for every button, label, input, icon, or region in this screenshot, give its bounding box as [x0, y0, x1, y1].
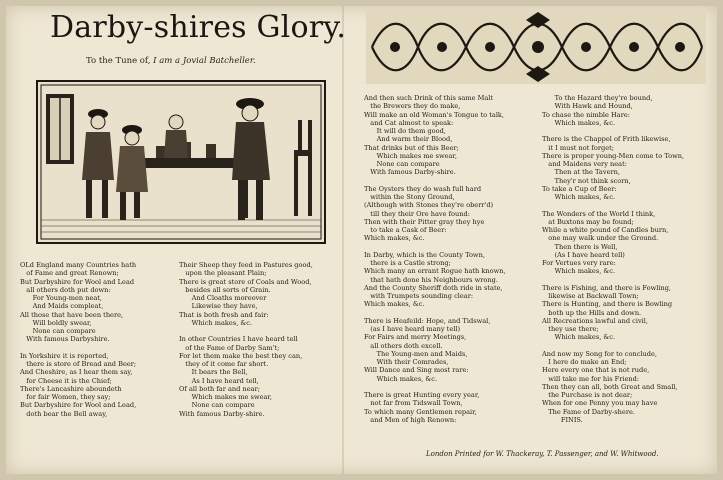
verse-line: That is both fresh and fair: [179, 310, 269, 319]
verse-line: For let them make the best they can, [179, 351, 303, 360]
printer-imprint: London Printed for W. Thackeray, T. Passenger, and W. Whitwood. [426, 450, 659, 458]
verse-line: For Vertues very rare: [542, 259, 616, 267]
verse-line: there is a Castle strong; [364, 259, 451, 267]
verse-line: There is the Chappel of Frith likewise, [542, 135, 671, 144]
verse-line: While a white pound of Candles burn, [542, 226, 669, 234]
verse-line: It will do them good, [364, 127, 446, 135]
verse-line: But Darbyshire for Wool and Lead [20, 277, 135, 286]
verse-line: I here do make an End; [542, 358, 627, 366]
verse-line: Likewise they have, [179, 302, 258, 311]
verse-line: There is Hunting, and there is Bowling [542, 300, 673, 309]
tune-line [86, 56, 256, 66]
verse-line: None can compare [179, 401, 255, 410]
verse-line: And Maids compleat, [20, 302, 104, 311]
verse-line: The Young-men and Maids, [364, 349, 468, 358]
verse-line: There is Fishing, and there is Fowling, [542, 283, 672, 292]
tune-name: I am a Jovial Batcheller. [153, 56, 256, 66]
verse-line: doth bear the Bell away, [20, 409, 108, 418]
verse-column-1 [20, 261, 136, 418]
verse-line [179, 327, 313, 335]
verse-line: They'r not think scorn, [542, 176, 631, 185]
verse-line: till they their Ore have found: [364, 209, 470, 218]
ballad-title: Darby-shires Glory. [50, 10, 347, 45]
verse-line: one may walk under the Ground. [542, 234, 659, 243]
verse-line: there is store of Bread and Beer; [20, 360, 137, 368]
verse-line: not far from Tidswall Town, [364, 399, 463, 408]
verse-line: There is great Hunting every year, [364, 391, 480, 399]
verse-line: Then at the Tavern, [542, 168, 620, 177]
verse-line: And then such Drink of this same Malt [364, 94, 494, 102]
verse-line: for Cheese it is the Chief; [20, 376, 112, 385]
verse-line: will take me for his Friend: [542, 374, 640, 383]
verse-line: All those that have been there, [20, 310, 124, 319]
verse-line: upon the pleasant Plain; [179, 269, 267, 278]
verse-line: the Purchase is not dear; [542, 391, 633, 399]
verse-line: There is proper young-Men come to Town, [542, 151, 685, 160]
verse-line: of the Fame of Darby Sam't; [179, 343, 280, 352]
verse-line: all others doth excell. [364, 341, 443, 350]
verse-line: That drinks but of this Beer; [364, 143, 459, 152]
verse-line: for fair Women, they say; [20, 393, 111, 401]
verse-line: In other Countries I have heard tell [179, 335, 298, 344]
verse-line: Which makes, &c. [542, 267, 616, 276]
verse-line: Which makes, &c. [364, 234, 425, 243]
verse-line [364, 383, 506, 391]
verse-line: The Wonders of the World I think, [542, 209, 656, 218]
tavern-woodcut-image [36, 80, 326, 244]
verse-line: With famous Darby-shire. [179, 409, 265, 418]
verse-line: As I have heard tell, [179, 376, 259, 385]
verse-line: Will boldly swear, [20, 318, 92, 327]
broadside-sheet [6, 6, 717, 474]
verse-line: And now my Song for to conclude, [542, 349, 657, 358]
verse-line: None can compare [20, 327, 96, 335]
verse-line: The Fame of Darby-shere. [542, 407, 635, 416]
verse-line: Of all both far and near; [179, 384, 260, 393]
verse-line: to take a Cask of Beer: [364, 226, 447, 234]
verse-line: Then with their Pitter gray they hye [364, 217, 485, 226]
verse-line: Which makes, &c. [542, 333, 616, 342]
verse-line [364, 243, 506, 251]
verse-line: likewise at Backwall Town; [542, 292, 639, 300]
verse-line: (Although with Stones they're oberr'd) [364, 201, 494, 210]
verse-line: (As I have heard tell) [542, 250, 625, 259]
verse-line: (as I have heard many tell) [364, 325, 461, 333]
verse-line: Which makes me swear, [364, 151, 457, 160]
verse-line [20, 344, 136, 352]
verse-line: But Darbyshire for Wool and Lead, [20, 401, 137, 410]
verse-line: With famous Darby-shire. [364, 168, 456, 177]
verse-line: In Darby, which is the County Town, [364, 250, 485, 259]
center-fold [342, 6, 344, 474]
verse-line: it I must not forget; [542, 143, 614, 152]
verse-line: With famous Darbyshire. [20, 335, 110, 344]
tune-prefix: To the Tune of, [86, 56, 151, 66]
verse-line: within the Stony Ground, [364, 193, 455, 201]
verse-line: The Oysters they do wash full hard [364, 184, 482, 193]
verse-line: FINIS. [542, 415, 583, 424]
verse-line: To take a Cup of Beer: [542, 184, 617, 193]
verse-line [542, 127, 684, 135]
verse-line: And warm their Blood, [364, 135, 453, 144]
verse-line [364, 177, 506, 185]
verse-line: To chase the nimble Hare: [542, 110, 630, 119]
verse-line: And Cheshire, as I hear them say, [20, 368, 133, 377]
verse-line: both up the Hills and down. [542, 308, 642, 317]
verse-line: And the County Sheriff doth ride in state, [364, 283, 503, 292]
verse-line: All Recreations lawful and civil, [542, 316, 648, 325]
verse-line: and Maidens very neat: [542, 160, 627, 168]
verse-line: they of it come far short. [179, 360, 269, 368]
verse-line: Will make an old Woman's Tongue to talk, [364, 110, 505, 119]
verse-line: of Fame and great Renown; [20, 269, 119, 278]
verse-line: It bears the Bell, [179, 368, 248, 377]
verse-line: With their Comrades, [364, 358, 449, 366]
verse-column-3 [364, 94, 506, 424]
verse-line: For Fairs and merry Meetings, [364, 333, 467, 342]
verse-line: Which makes, &c. [542, 193, 616, 201]
verse-line: There's Lancashire aboundeth [20, 384, 122, 393]
verse-line: Which makes me swear, [179, 393, 272, 401]
verse-line: Then they can all, both Great and Small, [542, 382, 678, 391]
verse-line: with Trumpets sounding clear: [364, 292, 474, 300]
verse-line: Then there is Well, [542, 242, 618, 251]
verse-line: OLd England many Countries hath [20, 261, 137, 269]
verse-line: and Men of high Renown: [364, 415, 457, 424]
verse-line [542, 201, 684, 209]
verse-line: and Cat almost to speak: [364, 118, 454, 127]
verse-line: When for one Penny you may have [542, 399, 658, 408]
verse-line: In Yorkshire it is reported, [20, 351, 109, 360]
verse-line: Which makes, &c. [542, 118, 616, 127]
verse-line: Here every one that is not rude, [542, 366, 650, 375]
verse-line [364, 309, 506, 317]
verse-line: To the Hazard they're bound, [542, 94, 653, 102]
verse-line: Will Dance and Sing most rare: [364, 366, 469, 375]
verse-line: Which makes, &c. [364, 374, 438, 383]
verse-column-4 [542, 94, 684, 424]
verse-line: To which many Gentlemen repair, [364, 407, 477, 416]
verse-line: besides all sorts of Grain. [179, 285, 271, 294]
verse-line: Their Sheep they feed in Pastures good, [179, 261, 313, 269]
verse-column-2 [179, 261, 313, 418]
verse-line: that hath done his Neighbours wrong. [364, 275, 498, 284]
verse-line: the Brewers they do make, [364, 102, 461, 111]
verse-line: all others doth put down: [20, 285, 111, 294]
decorative-header-ornament [366, 10, 706, 84]
verse-line: Which makes, &c. [179, 318, 253, 327]
verse-line: There is Heafeild: Hope, and Tidswal, [364, 316, 491, 325]
verse-line: Which many an errant Rogue hath known, [364, 267, 506, 276]
verse-line: Which makes, &c. [364, 300, 425, 309]
verse-line [542, 342, 684, 350]
verse-line: None can compare [364, 160, 440, 168]
verse-line [542, 276, 684, 284]
verse-line: With Hawk and Hound, [542, 102, 633, 111]
verse-line: And Cloaths moreover [179, 294, 267, 302]
verse-line: at Buxtons may be found; [542, 217, 634, 226]
verse-line: There is great store of Coals and Wood, [179, 277, 312, 286]
verse-line: they use there; [542, 325, 599, 333]
verse-line: For Young-men neat, [20, 294, 103, 302]
